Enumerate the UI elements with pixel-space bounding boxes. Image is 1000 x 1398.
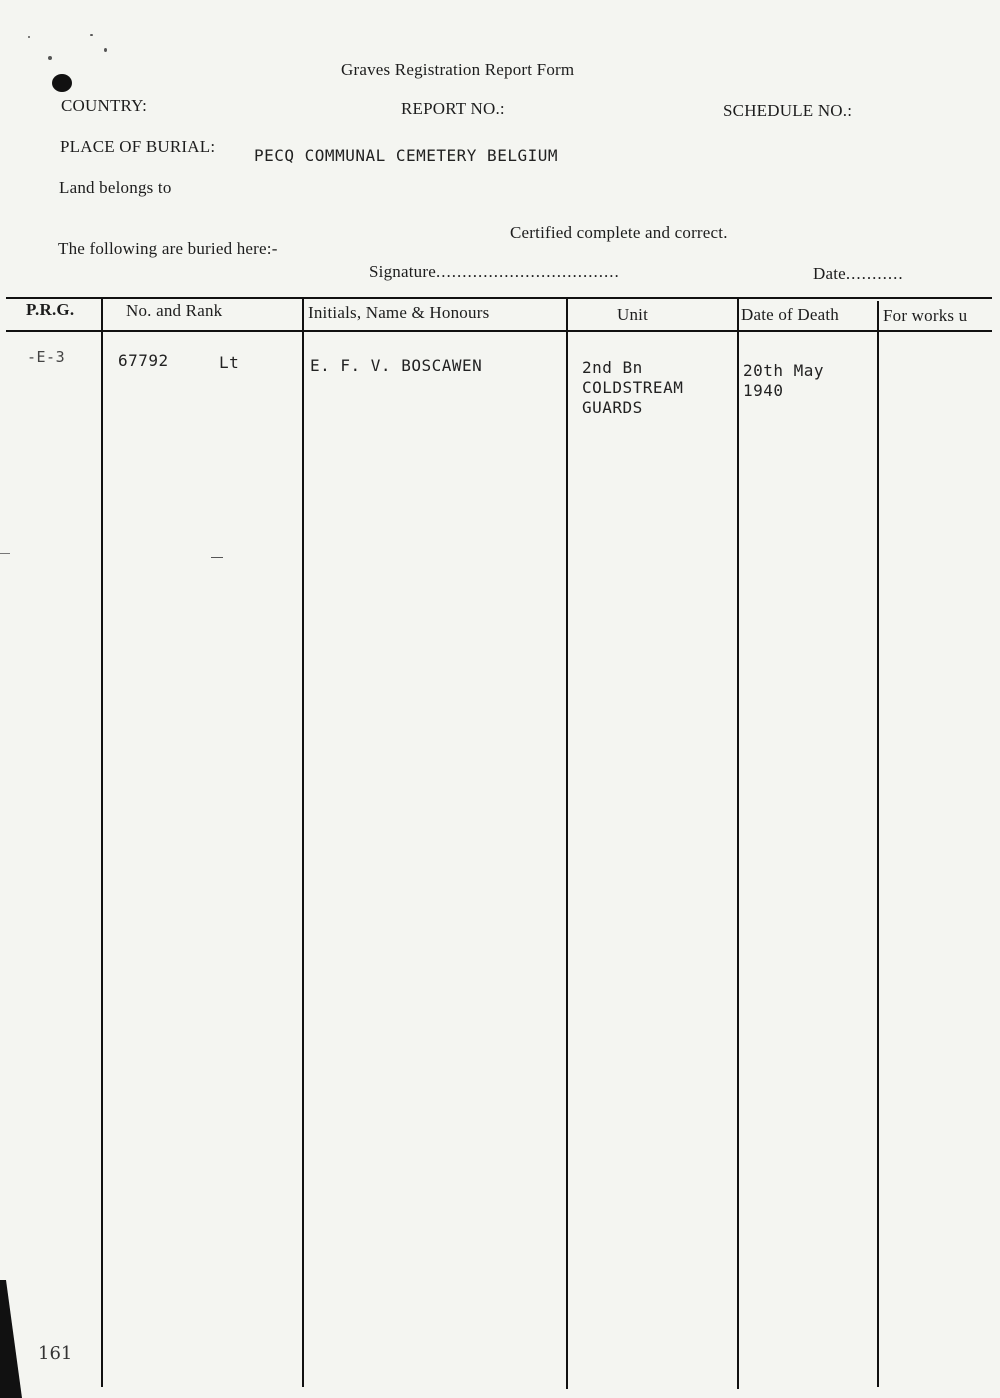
stray-mark: [211, 557, 223, 558]
cell-prg: -E-3: [27, 348, 66, 366]
date-dots: ...........: [845, 264, 904, 283]
country-label: COUNTRY:: [61, 96, 147, 115]
table-top-rule: [6, 297, 992, 299]
land-belongs-label: Land belongs to: [59, 178, 172, 197]
column-divider: [302, 297, 304, 1387]
date-line: [813, 264, 904, 284]
signature-dots: ...................................: [435, 262, 620, 281]
cell-unit: 2nd Bn COLDSTREAM GUARDS: [582, 358, 684, 417]
buried-here-text: The following are buried here:-: [58, 239, 278, 258]
cell-name: E. F. V. BOSCAWEN: [310, 356, 483, 375]
cell-rank: Lt: [219, 353, 240, 372]
signature-line: [369, 262, 620, 282]
ink-speck: [48, 56, 52, 60]
signature-label: Signature: [369, 262, 436, 281]
column-divider: [566, 299, 568, 1389]
header-unit: Unit: [617, 305, 649, 324]
ink-speck: [104, 48, 107, 52]
cell-number: 67792: [118, 351, 169, 370]
header-prg: P.R.G.: [26, 300, 75, 319]
date-label: Date: [813, 264, 846, 283]
header-no-rank: No. and Rank: [126, 301, 223, 320]
cell-date-of-death: 20th May 1940: [743, 361, 825, 400]
header-date-of-death: Date of Death: [741, 305, 839, 324]
ink-speck: [90, 34, 93, 36]
ink-speck: [28, 36, 30, 38]
binding-shadow: [0, 1280, 22, 1398]
stray-mark: [0, 553, 10, 554]
form-title: Graves Registration Report Form: [341, 60, 575, 79]
margin-number: 161: [38, 1343, 73, 1364]
ink-blot: [52, 74, 72, 92]
column-divider: [737, 299, 739, 1389]
header-for-works: For works u: [883, 306, 968, 325]
place-of-burial-value: PECQ COMMUNAL CEMETERY BELGIUM: [254, 146, 558, 165]
schedule-no-label: SCHEDULE NO.:: [723, 101, 853, 120]
report-no-label: REPORT NO.:: [401, 99, 505, 118]
place-of-burial-label: PLACE OF BURIAL:: [60, 137, 216, 156]
column-divider: [877, 301, 879, 1387]
certified-text: Certified complete and correct.: [510, 223, 728, 242]
header-name: Initials, Name & Honours: [308, 303, 490, 322]
column-divider: [101, 297, 103, 1387]
table-header-rule: [6, 330, 992, 332]
